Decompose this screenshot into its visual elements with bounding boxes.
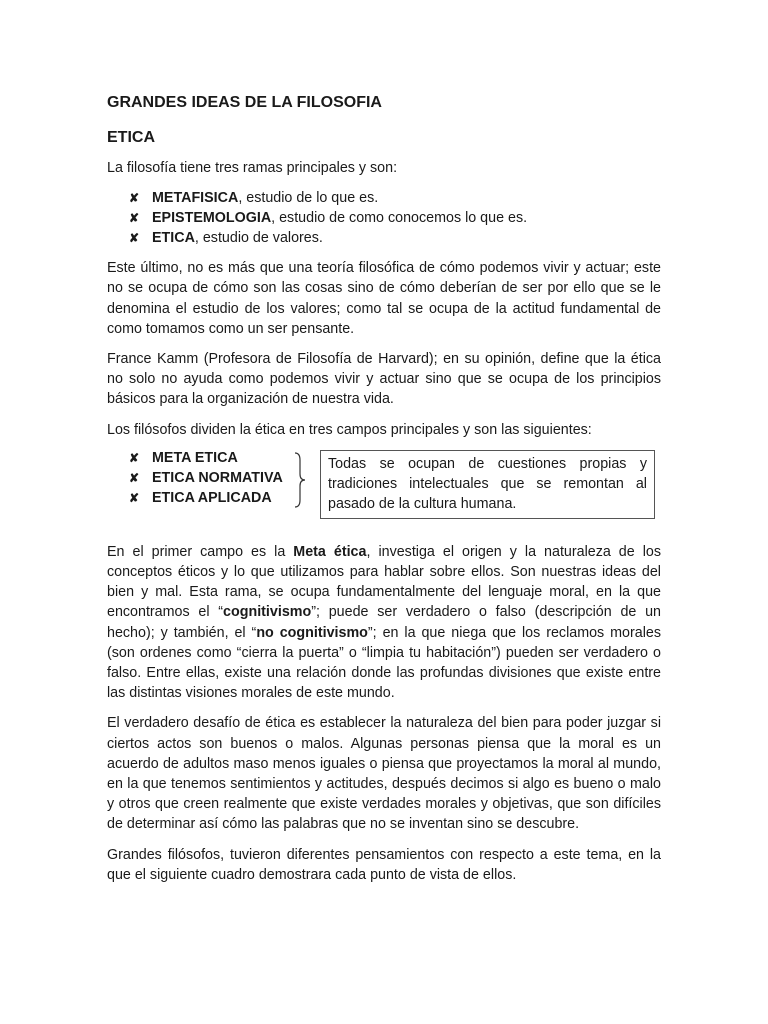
text-run: En el primer campo es la bbox=[107, 543, 294, 560]
branch-desc: , estudio de como conocemos lo que es. bbox=[271, 210, 528, 227]
text-run: ”; en la que niega que los reclamos morales (son ordenes como “cierra la puerta” o “limpia tu habitación”) pueden ser verdadero o falso. Entre ellas, existe una relación donde las profundas divisiones que existe entre las distintas visiones morales de este mundo. bbox=[107, 624, 661, 702]
list-item bbox=[129, 188, 661, 208]
list-item bbox=[129, 228, 661, 248]
text-run: , investiga el origen y la naturaleza de los conceptos éticos y lo que utilizamos para hablar sobre ellos. Son nuestras ideas del bien y mal. Esta rama, se ocupa fundamentalmente del lenguaje moral, en la que encontramos el “ bbox=[107, 543, 661, 621]
cross-mark-icon: ✘ bbox=[129, 191, 140, 206]
text-run: ”; puede ser verdadero o falso (descripción de un hecho); y también, el “ bbox=[107, 604, 661, 641]
paragraph-6: Grandes filósofos, tuvieron diferentes pensamientos con respecto a este tema, en la que el siguiente cuadro demostrara cada punto de vista de ellos. bbox=[107, 846, 661, 883]
branch-desc: , estudio de valores. bbox=[194, 230, 323, 247]
ethics-fields-block bbox=[107, 450, 661, 518]
fields-note-box: Todas se ocupan de cuestiones propias y tradiciones intelectuales que se remontan al pasado de la cultura humana. bbox=[320, 450, 655, 519]
intro-paragraph: La filosofía tiene tres ramas principales y son: bbox=[107, 160, 398, 176]
branches-list bbox=[107, 188, 661, 248]
branch-term: ETICA bbox=[152, 230, 195, 247]
paragraph-1: Este último, no es más que una teoría filosófica de cómo podemos vivir y actuar; este no se ocupa de cómo son las cosas sino de cómo deberían de ser por ello que se le denomina el estudio de los valores; como tal se ocupa de la actitud fundamental de como tomamos como un ser pensante. bbox=[107, 260, 661, 337]
cross-mark-icon: ✘ bbox=[129, 450, 140, 465]
paragraph-4 bbox=[107, 542, 661, 704]
list-item bbox=[129, 208, 661, 228]
branch-term: EPISTEMOLOGIA bbox=[152, 210, 272, 227]
branch-term: METAFISICA bbox=[152, 190, 239, 207]
bold-term: no cognitivismo bbox=[256, 624, 368, 641]
cross-mark-icon: ✘ bbox=[129, 231, 140, 246]
bold-term: Meta ética bbox=[293, 543, 367, 560]
paragraph-2: France Kamm (Profesora de Filosofía de Harvard); en su opinión, define que la ética no solo no ayuda como podemos vivir y actuar sino que se ocupa de los principios básicos para la organización de nuestra vida. bbox=[107, 351, 661, 408]
bold-term: cognitivismo bbox=[223, 604, 312, 621]
right-brace-icon bbox=[294, 452, 306, 508]
branch-desc: , estudio de lo que es. bbox=[238, 190, 379, 207]
cross-mark-icon: ✘ bbox=[129, 211, 140, 226]
field-term: ETICA NORMATIVA bbox=[152, 469, 283, 486]
paragraph-5: El verdadero desafío de ética es establecer la naturaleza del bien para poder juzgar si ciertos actos son buenos o malos. Algunas personas piensa que la moral es un acuerdo de adultos maso menos iguales o piensa que proyectamos la moral al mundo, en la que tenemos sentimientos y actitudes, después decimos si algo es bueno o malo y otros que creen realmente que existe verdades morales y objetivas, que son difíciles de determinar así cómo las palabras que no se inventan sino se descubre. bbox=[107, 715, 661, 833]
field-term: META ETICA bbox=[152, 449, 238, 466]
cross-mark-icon: ✘ bbox=[129, 470, 140, 485]
cross-mark-icon: ✘ bbox=[129, 490, 140, 505]
paragraph-3: Los filósofos dividen la ética en tres campos principales y son las siguientes: bbox=[107, 421, 592, 438]
document-body bbox=[107, 93, 661, 895]
field-term: ETICA APLICADA bbox=[152, 489, 272, 506]
document-title: GRANDES IDEAS DE LA FILOSOFIA bbox=[107, 94, 382, 111]
section-heading: ETICA bbox=[107, 129, 155, 146]
